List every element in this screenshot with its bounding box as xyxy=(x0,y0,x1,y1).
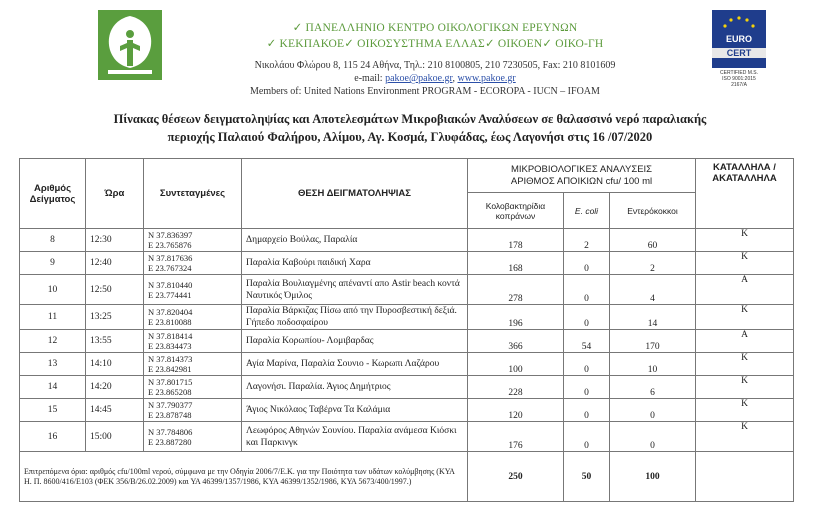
value-suitability: Κ xyxy=(696,399,794,422)
coord-n: N 37.814373 xyxy=(148,354,193,364)
coord-e: E 23.834473 xyxy=(148,341,192,351)
value-coliforms: 120 xyxy=(468,399,564,422)
org-address: Νικολάου Φλώρου 8, 115 24 Αθήνα, Τηλ.: 210 8100805, 210 7230505, Fax: 210 8101609 xyxy=(254,60,616,71)
sample-time: 14:45 xyxy=(86,399,144,422)
sample-coordinates xyxy=(144,399,242,422)
header-sample-no: Αριθμός Δείγματος xyxy=(20,159,86,229)
value-enterococci: 6 xyxy=(610,376,696,399)
website-link[interactable]: www.pakoe.gr xyxy=(457,73,516,84)
header-enterococci: Εντερόκοκκοι xyxy=(610,193,696,229)
table-row xyxy=(20,229,794,252)
value-ecoli: 54 xyxy=(564,330,610,353)
header-location: ΘΕΣΗ ΔΕΙΓΜΑΤΟΛΗΨΙΑΣ xyxy=(242,159,468,229)
org-name-line2: ✓ ΚΕΚΠΑΚΟΕ✓ ΟΙΚΟΣΥΣΤΗΜΑ ΕΛΛΑΣ✓ ΟΙΚΟΕΝ✓ ΟΙΚΟ-ΓΗ xyxy=(266,38,604,50)
value-enterococci: 10 xyxy=(610,353,696,376)
eurocert-logo xyxy=(712,10,766,100)
limits-text: Επιτρεπόμενα όρια: αριθμός cfu/100ml νερού, σύμφωνα με την Οδηγία 2006/7/Ε.Κ. για την Ποιότητα των υδάτων κολύμβησης (ΚΥΑ Η. Π. 8600/416/Ε103 (ΦΕΚ 356/Β/26.02.2009) και ΥΑ 46399/1357/1986, ΚΥΑ 46399/1352/1986, ΚΥΑ 5673/400/1997.) xyxy=(20,452,468,502)
sample-no: 12 xyxy=(20,330,86,353)
value-coliforms: 100 xyxy=(468,353,564,376)
table-row xyxy=(20,252,794,275)
header-time: Ώρα xyxy=(86,159,144,229)
value-suitability: Κ xyxy=(696,252,794,275)
value-ecoli: 0 xyxy=(564,305,610,330)
value-suitability: Κ xyxy=(696,353,794,376)
value-enterococci: 0 xyxy=(610,399,696,422)
sample-location: Παραλία Κορωπίου- Λομιβαρδας xyxy=(242,330,468,353)
value-enterococci: 0 xyxy=(610,422,696,452)
sample-coordinates xyxy=(144,252,242,275)
document-title-line2: περιοχής Παλαιού Φαλήρου, Αλίμου, Αγ. Κοσμά, Γλυφάδας, έως Λαγονήσι στις 16 /07/2020 xyxy=(167,130,653,144)
table-row xyxy=(20,376,794,399)
sample-no: 14 xyxy=(20,376,86,399)
email-link[interactable]: pakoe@pakoe.gr xyxy=(385,73,453,84)
value-enterococci: 4 xyxy=(610,275,696,305)
coord-e: E 23.765876 xyxy=(148,240,192,250)
value-coliforms: 196 xyxy=(468,305,564,330)
org-members: Members of: United Nations Environment PROGRAM - ECOROPA - IUCN – IFOAM xyxy=(250,86,600,97)
results-table xyxy=(19,158,794,502)
sample-location: Δημαρχείο Βούλας, Παραλία xyxy=(242,229,468,252)
coord-e: E 23.767324 xyxy=(148,263,192,273)
sample-time: 12:50 xyxy=(86,275,144,305)
header-coordinates: Συντεταγμένες xyxy=(144,159,242,229)
sample-time: 12:40 xyxy=(86,252,144,275)
value-suitability: Κ xyxy=(696,422,794,452)
header-micro: ΜΙΚΡΟΒΙΟΛΟΓΙΚΕΣ ΑΝΑΛΥΣΕΙΣ ΑΡΙΘΜΟΣ ΑΠΟΙΚΙΩΝ cfu/ 100 ml xyxy=(468,159,696,193)
coord-e: E 23.774441 xyxy=(148,289,192,300)
value-coliforms: 228 xyxy=(468,376,564,399)
table-row xyxy=(20,399,794,422)
document-title-line1: Πίνακας θέσεων δειγματοληψίας και Αποτελεσμάτων Μικροβιακών Αναλύσεων σε θαλασσινό νερό παραλιακής xyxy=(113,112,707,126)
value-ecoli: 0 xyxy=(564,275,610,305)
sample-no: 13 xyxy=(20,353,86,376)
pakoe-logo xyxy=(98,10,162,80)
sample-location: Άγιος Νικόλαος Ταβέρνα Τα Καλάμια xyxy=(242,399,468,422)
sample-coordinates xyxy=(144,353,242,376)
sample-location: Παραλία Βουλιαγμένης απέναντί απο Astir beach κοντά Ναυτικός Όμιλος xyxy=(242,275,468,305)
sample-coordinates xyxy=(144,229,242,252)
limits-row xyxy=(20,452,794,502)
sample-time: 14:20 xyxy=(86,376,144,399)
value-ecoli: 0 xyxy=(564,399,610,422)
header-coliforms: Κολοβακτηρίδια κοπράνων xyxy=(468,193,564,229)
value-coliforms: 176 xyxy=(468,422,564,452)
org-name-line1: ✓ ΠΑΝΕΛΛΗΝΙΟ ΚΕΝΤΡΟ ΟΙΚΟΛΟΓΙΚΩΝ ΕΡΕΥΝΩΝ xyxy=(292,22,578,34)
coord-n: N 37.790377 xyxy=(148,400,193,410)
limit-enterococci: 100 xyxy=(610,452,696,502)
header-ecoli: E. coli xyxy=(564,193,610,229)
value-enterococci: 60 xyxy=(610,229,696,252)
value-suitability: Κ xyxy=(696,229,794,252)
coord-e: E 23.865208 xyxy=(148,387,192,397)
coord-n: N 37.818414 xyxy=(148,331,193,341)
sample-location: Λαγονήσι. Παραλία. Άγιος Δημήτριος xyxy=(242,376,468,399)
cert-line2: CERT xyxy=(712,48,766,58)
value-enterococci: 14 xyxy=(610,305,696,330)
limit-ecoli: 50 xyxy=(564,452,610,502)
org-contact: e-mail: pakoe@pakoe.gr, www.pakoe.gr xyxy=(354,73,516,84)
value-coliforms: 168 xyxy=(468,252,564,275)
sample-time: 13:55 xyxy=(86,330,144,353)
sample-time: 14:10 xyxy=(86,353,144,376)
sample-no: 11 xyxy=(20,305,86,330)
value-coliforms: 178 xyxy=(468,229,564,252)
sample-location: Λεωφόρος Αθηνών Σουνίου. Παραλία ανάμεσα Κιόσκι και Παρκινγκ xyxy=(242,422,468,452)
value-ecoli: 0 xyxy=(564,422,610,452)
cert-line1: EURO xyxy=(725,34,752,44)
coord-e: E 23.887280 xyxy=(148,436,192,447)
sample-no: 8 xyxy=(20,229,86,252)
sample-time: 13:25 xyxy=(86,305,144,330)
sample-no: 10 xyxy=(20,275,86,305)
sample-location: Παραλία Βάρκιζας Πίσω από την Πυροσβεστική δεξιά. Γήπεδο ποδοσφαίρου xyxy=(242,305,468,330)
coord-e: E 23.878748 xyxy=(148,410,192,420)
sample-location: Αγία Μαρίνα, Παραλία Σουνιο - Κωρωπι Λαζάρου xyxy=(242,353,468,376)
coord-n: N 37.836397 xyxy=(148,230,193,240)
sample-coordinates xyxy=(144,376,242,399)
table-row xyxy=(20,353,794,376)
sample-location: Παραλία Καβούρι παιδική Χαρα xyxy=(242,252,468,275)
sample-no: 16 xyxy=(20,422,86,452)
sample-coordinates xyxy=(144,275,242,305)
sample-coordinates xyxy=(144,330,242,353)
value-suitability: Κ xyxy=(696,376,794,399)
limit-suitability-empty xyxy=(696,452,794,502)
coord-e: E 23.810088 xyxy=(148,317,192,327)
value-coliforms: 278 xyxy=(468,275,564,305)
sample-time: 12:30 xyxy=(86,229,144,252)
header-suitability: ΚΑΤΑΛΛΗΛΑ / ΑΚΑΤΑΛΛΗΛΑ xyxy=(696,159,794,229)
coord-n: N 37.817636 xyxy=(148,253,193,263)
table-row xyxy=(20,422,794,452)
sample-time: 15:00 xyxy=(86,422,144,452)
value-enterococci: 170 xyxy=(610,330,696,353)
table-row xyxy=(20,305,794,330)
sample-coordinates xyxy=(144,422,242,452)
email-label: e-mail: xyxy=(354,73,383,84)
value-ecoli: 0 xyxy=(564,252,610,275)
table-row xyxy=(20,275,794,305)
value-suitability: Α xyxy=(696,330,794,353)
value-enterococci: 2 xyxy=(610,252,696,275)
value-ecoli: 0 xyxy=(564,376,610,399)
coord-n: N 37.820404 xyxy=(148,307,193,317)
coord-n: N 37.784806 xyxy=(148,426,193,437)
cert-caption: CERTIFIED M.S. ISO 9001:2015 2167/A xyxy=(720,70,758,88)
sample-no: 15 xyxy=(20,399,86,422)
value-suitability: Α xyxy=(696,275,794,305)
value-ecoli: 2 xyxy=(564,229,610,252)
value-suitability: Κ xyxy=(696,305,794,330)
coord-n: N 37.810440 xyxy=(148,279,193,290)
sample-coordinates xyxy=(144,305,242,330)
limit-coliforms: 250 xyxy=(468,452,564,502)
coord-n: N 37.801715 xyxy=(148,377,193,387)
table-row xyxy=(20,330,794,353)
sample-no: 9 xyxy=(20,252,86,275)
value-coliforms: 366 xyxy=(468,330,564,353)
coord-e: E 23.842981 xyxy=(148,364,192,374)
value-ecoli: 0 xyxy=(564,353,610,376)
